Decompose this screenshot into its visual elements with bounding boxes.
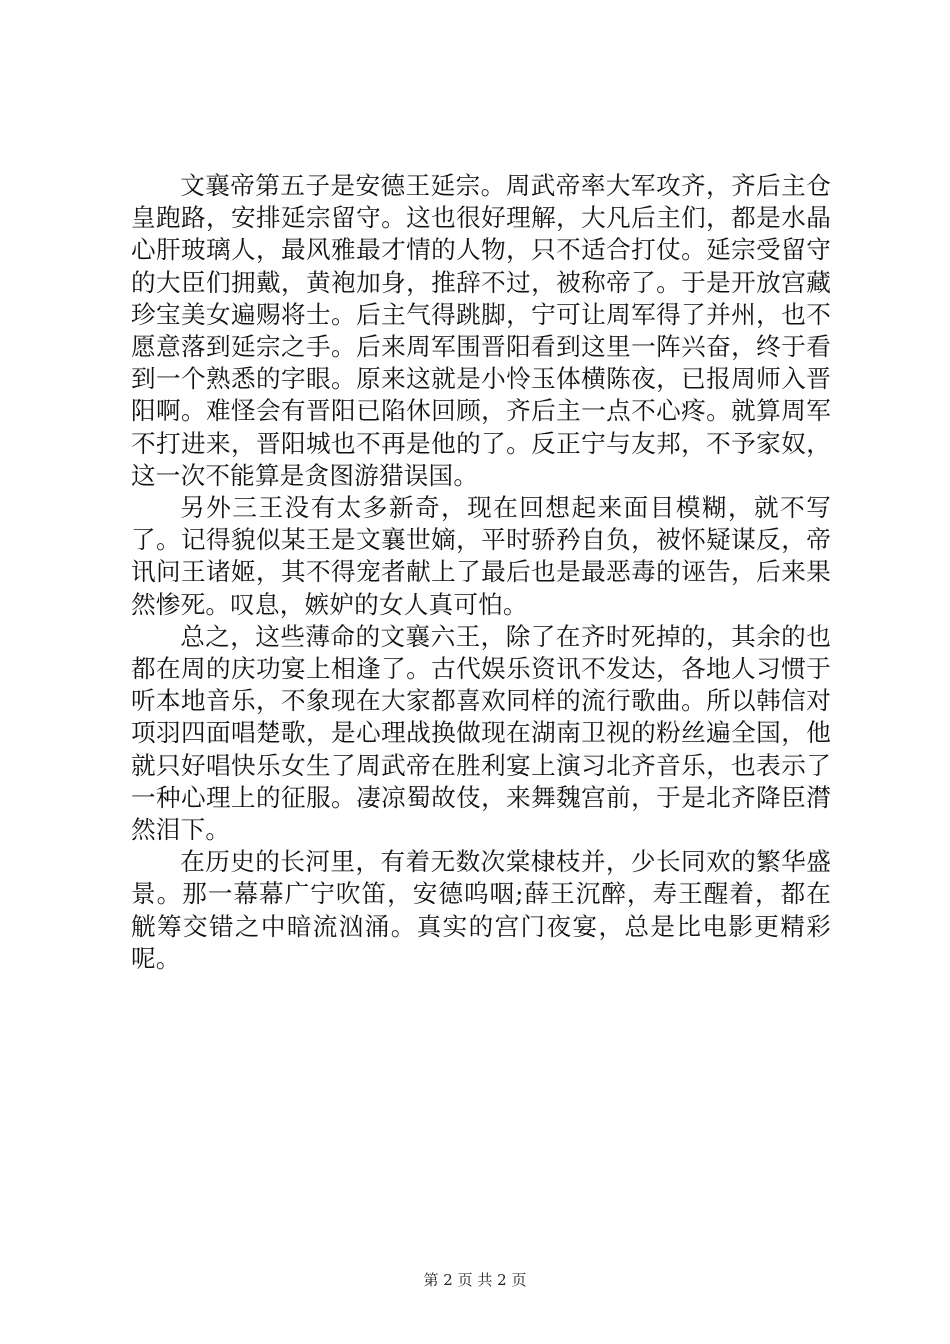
paragraph-4: 在历史的长河里，有着无数次棠棣枝并，少长同欢的繁华盛景。那一幕幕广宁吹笛，安德呜咽;薛王沉醉，寿王醒着，都在觥筹交错之中暗流汹涌。真实的宫门夜宴，总是比电影更精彩呢。 (131, 847, 831, 973)
paragraph-2: 另外三王没有太多新奇，现在回想起来面目模糊，就不写了。记得貌似某王是文襄世嫡，平时骄矜自负，被怀疑谋反，帝讯问王诸姬，其不得宠者献上了最后也是最恶毒的诬告，后来果然惨死。叹息，嫉妒的女人真可怕。 (131, 493, 831, 619)
paragraph-3: 总之，这些薄命的文襄六王，除了在齐时死掉的，其余的也都在周的庆功宴上相逢了。古代娱乐资讯不发达，各地人习惯于听本地音乐，不象现在大家都喜欢同样的流行歌曲。所以韩信对项羽四面唱楚歌，是心理战换做现在湖南卫视的粉丝遍全国，他就只好唱快乐女生了周武帝在胜利宴上演习北齐音乐，也表示了一种心理上的征服。凄凉蜀故伎，来舞魏宫前，于是北齐降臣潸然泪下。 (131, 621, 831, 845)
page-number-footer: 第 2 页 共 2 页 (423, 1271, 527, 1289)
document-body (131, 170, 831, 975)
paragraph-1: 文襄帝第五子是安德王延宗。周武帝率大军攻齐，齐后主仓皇跑路，安排延宗留守。这也很好理解，大凡后主们，都是水晶心肝玻璃人，最风雅最才情的人物，只不适合打仗。延宗受留守的大臣们拥戴，黄袍加身，推辞不过，被称帝了。于是开放宫藏珍宝美女遍赐将士。后主气得跳脚，宁可让周军得了并州，也不愿意落到延宗之手。后来周军围晋阳看到这里一阵兴奋，终于看到一个熟悉的字眼。原来这就是小怜玉体横陈夜，已报周师入晋阳啊。难怪会有晋阳已陷休回顾，齐后主一点不心疼。就算周军不打进来，晋阳城也不再是他的了。反正宁与友邦，不予家奴，这一次不能算是贪图游猎误国。 (131, 171, 831, 490)
